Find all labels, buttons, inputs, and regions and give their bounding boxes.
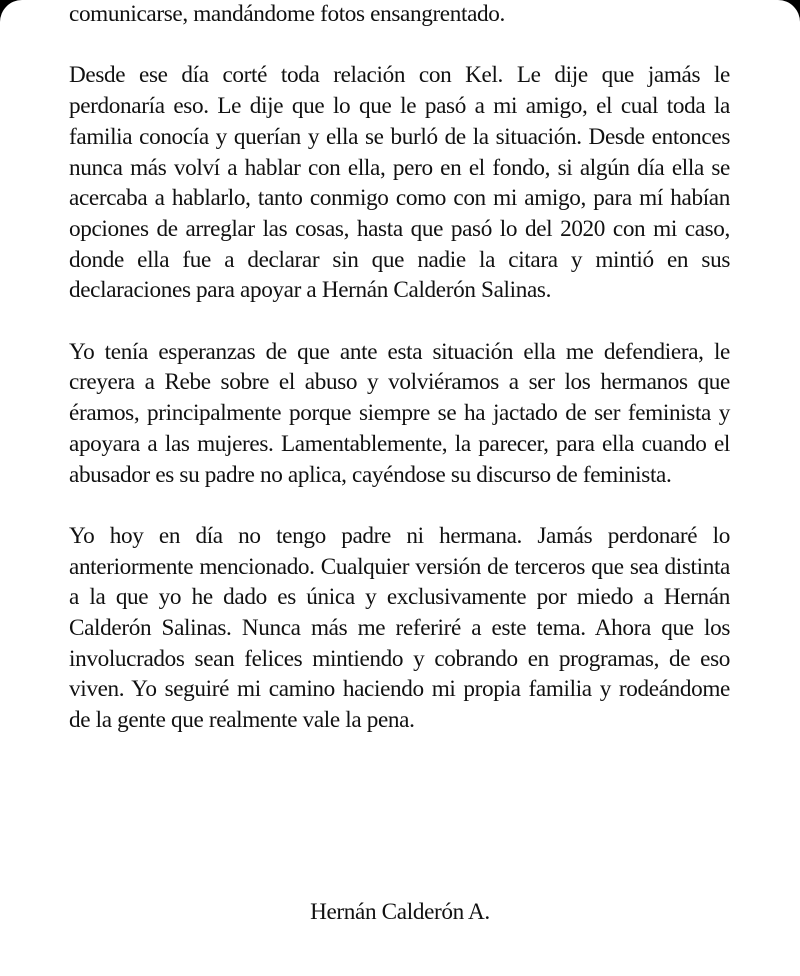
paragraph-hopes: Yo tenía esperanzas de que ante esta situación ella me defendiera, le creyera a Rebe sobre el abuso y volviéramos a ser los hermanos que éramos, principalmente porque siempre se ha jactado de ser feminista y apoyara a las mujeres. Lamentablemente, la parecer, para ella cuando el abusador es su padre no aplica, cayéndose su discurso de feminista. <box>69 338 730 488</box>
paragraph-continuation: comunicarse, mandándome fotos ensangrentado. <box>69 1 505 27</box>
letter-body <box>69 0 730 767</box>
signature: Hernán Calderón A. <box>310 899 490 925</box>
paragraph-relationship-cut: Desde ese día corté toda relación con Kel. Le dije que jamás le perdonaría eso. Le dije que lo que le pasó a mi amigo, el cual toda la familia conocía y querían y ella se burló de la situación. Desde entonces nunca más volví a hablar con ella, pero en el fondo, si algún día ella se acercaba a hablarlo, tanto conmigo como con mi amigo, para mí habían opciones de arreglar las cosas, hasta que pasó lo del 2020 con mi caso, donde ella fue a declarar sin que nadie la citara y mintió en sus declaraciones para apoyar a Hernán Calderón Salinas. <box>69 62 730 304</box>
paragraph-conclusion: Yo hoy en día no tengo padre ni hermana. Jamás perdonaré lo anteriormente mencionado. Cualquier versión de terceros que sea distinta a la que yo he dado es única y exclusivamente por miedo a Hernán Calderón Salinas. Nunca más me referiré a este tema. Ahora que los involucrados sean felices mintiendo y cobrando en programas, de eso viven. Yo seguiré mi camino haciendo mi propia familia y rodeándome de la gente que realmente vale la pena. <box>69 522 730 734</box>
